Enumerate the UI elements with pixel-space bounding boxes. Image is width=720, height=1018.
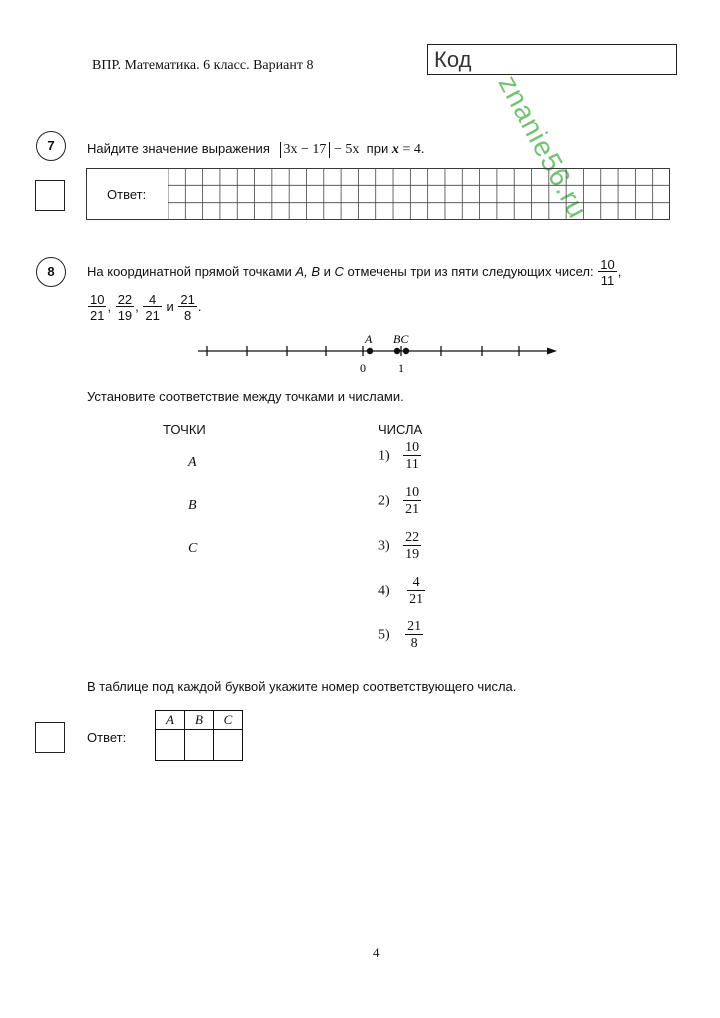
question-8-number: 8 — [36, 257, 66, 287]
q8-score-box[interactable] — [35, 722, 65, 753]
point-row-a: A — [188, 455, 197, 470]
q7-answer-label: Ответ: — [107, 187, 147, 202]
q8-instruction: Установите соответствие между точками и числами. — [87, 389, 404, 404]
number-option-2: 2) $\frac{10}{21}$ — [378, 485, 420, 517]
number-option-5: 5) $\frac{21}{8}$ — [378, 619, 422, 651]
point-a-label: A — [365, 332, 373, 346]
q8-and-2: и — [166, 298, 174, 314]
point-a-dot — [367, 348, 373, 354]
q8-fraction-1: $\frac{10}{11}$ — [600, 257, 615, 288]
q7-prompt: Найдите значение выражения — [87, 141, 270, 156]
q7-expr-rest: − 5x — [334, 142, 360, 157]
answer-cell-b[interactable] — [185, 730, 214, 761]
number-option-1: 1) $\frac{10}{11}$ — [378, 440, 420, 472]
answer-header-b: B — [185, 711, 214, 730]
q7-abs-expression: 3x − 17 — [280, 142, 331, 158]
q8-fraction-4: $\frac{4}{21}$ — [145, 292, 160, 323]
number-option-4: 4) $\frac{4}{21}$ — [378, 575, 424, 607]
tick-label-1: 1 — [398, 361, 404, 375]
question-7-text — [87, 141, 424, 158]
question-7-number: 7 — [36, 131, 66, 161]
q8-and-1: и — [323, 263, 331, 279]
q8-fraction-5: $\frac{21}{8}$ — [180, 292, 195, 323]
page-number: 4 — [373, 945, 380, 960]
q8-answer-label: Ответ: — [87, 730, 127, 745]
q8-fraction-2: $\frac{10}{21}$ — [90, 292, 105, 323]
answer-cell-a[interactable] — [156, 730, 185, 761]
question-8-text: На координатной прямой точками A, B и C отмечены три из пяти следующих чисел: $\frac{10}{11}$ , $\frac{10}{21}$ , $\frac{22}{19}$ , $\frac{4}{21}$ и $\frac{21}{8}$ . — [87, 257, 622, 323]
tick-label-0: 0 — [360, 361, 366, 375]
answer-header-a: A — [156, 711, 185, 730]
q8-fraction-3: $\frac{22}{19}$ — [117, 292, 133, 323]
q8-answer-table — [155, 710, 243, 761]
q8-point-c: C — [334, 263, 344, 279]
column-header-points: ТОЧКИ — [163, 422, 206, 437]
watermark: znanie56.ru — [492, 70, 594, 224]
q8-point-b: B — [311, 263, 321, 279]
arrow-icon — [547, 348, 557, 355]
point-b-dot — [394, 348, 400, 354]
q8-point-a: A, — [295, 263, 308, 279]
answer-cell-c[interactable] — [214, 730, 243, 761]
q7-value: = 4. — [402, 142, 425, 157]
q8-table-instruction: В таблице под каждой буквой укажите номер соответствующего числа. — [87, 679, 517, 694]
number-option-3: 3) $\frac{22}{19}$ — [378, 530, 420, 562]
code-field[interactable]: Код — [427, 44, 677, 75]
number-line — [195, 330, 565, 378]
point-c-dot — [403, 348, 409, 354]
column-header-numbers: ЧИСЛА — [378, 422, 423, 437]
page-header-title: ВПР. Математика. 6 класс. Вариант 8 — [92, 58, 314, 73]
point-bc-label: BC — [393, 332, 409, 346]
q8-intro-rest: отмечены три из пяти следующих чисел: — [347, 263, 594, 279]
q7-answer-grid[interactable] — [168, 168, 670, 220]
q7-condition: при — [366, 141, 389, 156]
q8-intro: На координатной прямой точками — [87, 263, 292, 279]
point-row-c: C — [188, 541, 198, 556]
q7-score-box[interactable] — [35, 180, 65, 211]
q7-var: x — [391, 142, 399, 157]
point-row-b: B — [188, 498, 197, 513]
answer-header-c: C — [214, 711, 243, 730]
